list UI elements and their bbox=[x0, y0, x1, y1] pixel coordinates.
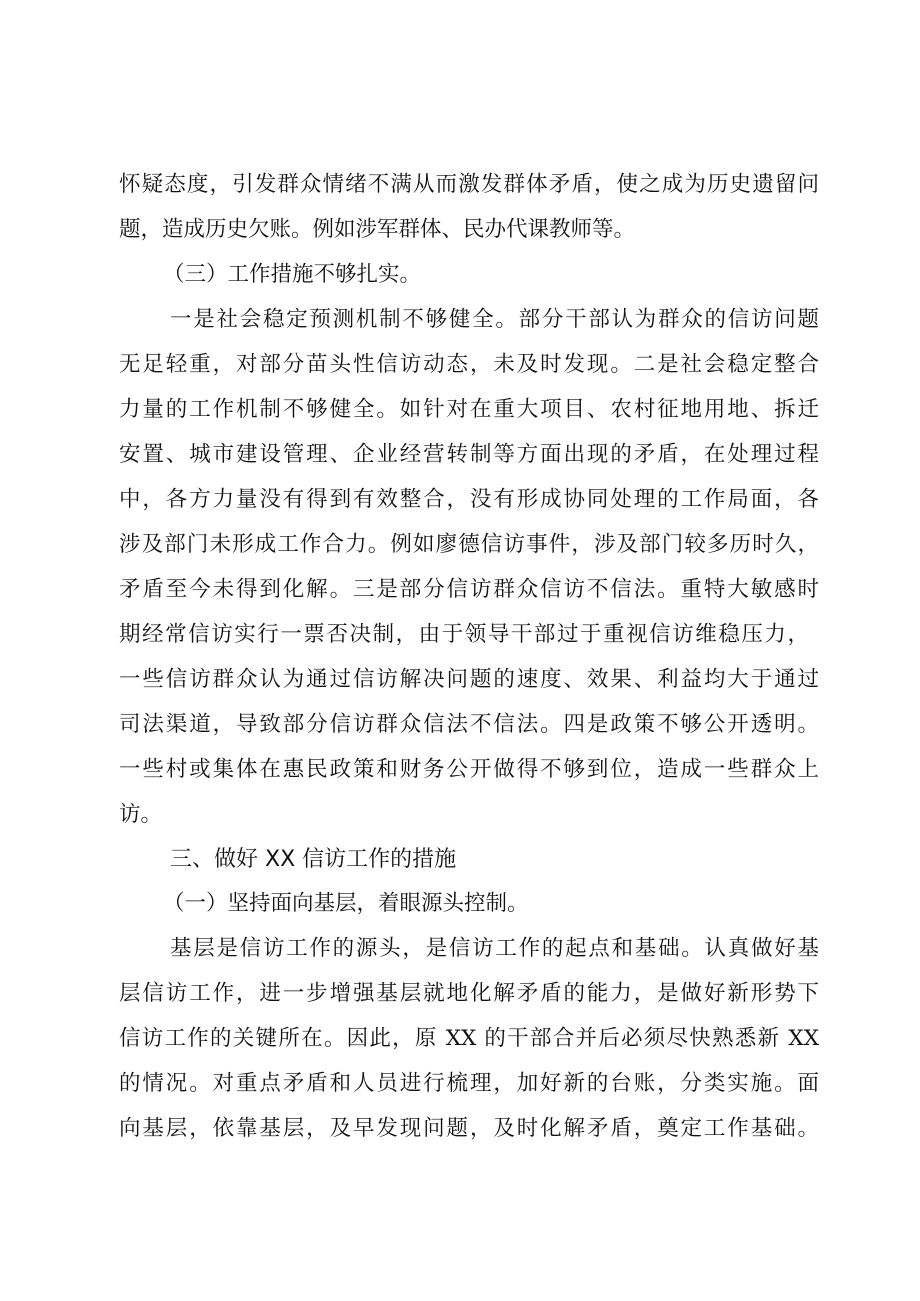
paragraph-line: 基层是信访工作的源头，是信访工作的起点和基础。认真做好基 bbox=[170, 936, 819, 961]
paragraph-line: 一些信访群众认为通过信访解决问题的速度、效果、利益均大于通过 bbox=[119, 667, 819, 692]
paragraph-line: 涉及部门未形成工作合力。例如廖德信访事件，涉及部门较多历时久， bbox=[119, 532, 819, 557]
subsection-heading: （三）工作措施不够扎实。 bbox=[163, 262, 422, 287]
paragraph-line: 矛盾至今未得到化解。三是部分信访群众信访不信法。重特大敏感时 bbox=[119, 577, 819, 602]
paragraph-line: 的情况。对重点矛盾和人员进行梳理，加好新的台账，分类实施。面 bbox=[119, 1071, 819, 1096]
paragraph-line: 层信访工作，进一步增强基层就地化解矛盾的能力，是做好新形势下 bbox=[119, 981, 819, 1006]
subsection-heading: （一）坚持面向基层，着眼源头控制。 bbox=[163, 891, 529, 916]
paragraph-line: 期经常信访实行一票否决制，由于领导干部过于重视信访维稳压力， bbox=[119, 622, 809, 647]
paragraph-line: 怀疑态度，引发群众情绪不满从而激发群体矛盾，使之成为历史遗留问 bbox=[119, 172, 819, 197]
paragraph-line: 题，造成历史欠账。例如涉军群体、民办代课教师等。 bbox=[119, 217, 636, 242]
paragraph-line: 无足轻重，对部分苗头性信访动态，未及时发现。二是社会稳定整合 bbox=[119, 352, 819, 377]
paragraph-line: 信访工作的关键所在。因此，原 XX 的干部合并后必须尽快熟悉新 XX bbox=[119, 1026, 819, 1051]
paragraph-line: 一些村或集体在惠民政策和财务公开做得不够到位，造成一些群众上 bbox=[119, 757, 819, 782]
paragraph-line: 一是社会稳定预测机制不够健全。部分干部认为群众的信访问题 bbox=[170, 307, 819, 332]
paragraph-line: 力量的工作机制不够健全。如针对在重大项目、农村征地用地、拆迁 bbox=[119, 397, 819, 422]
paragraph-line: 向基层，依靠基层，及早发现问题，及时化解矛盾，奠定工作基础。 bbox=[119, 1116, 819, 1141]
paragraph-line: 中，各方力量没有得到有效整合，没有形成协同处理的工作局面，各 bbox=[119, 487, 819, 512]
paragraph-line: 司法渠道，导致部分信访群众信法不信法。四是政策不够公开透明。 bbox=[119, 712, 819, 737]
section-heading: 三、做好 XX 信访工作的措施 bbox=[170, 847, 457, 872]
paragraph-line: 访。 bbox=[119, 802, 163, 827]
paragraph-line: 安置、城市建设管理、企业经营转制等方面出现的矛盾，在处理过程 bbox=[119, 442, 819, 467]
